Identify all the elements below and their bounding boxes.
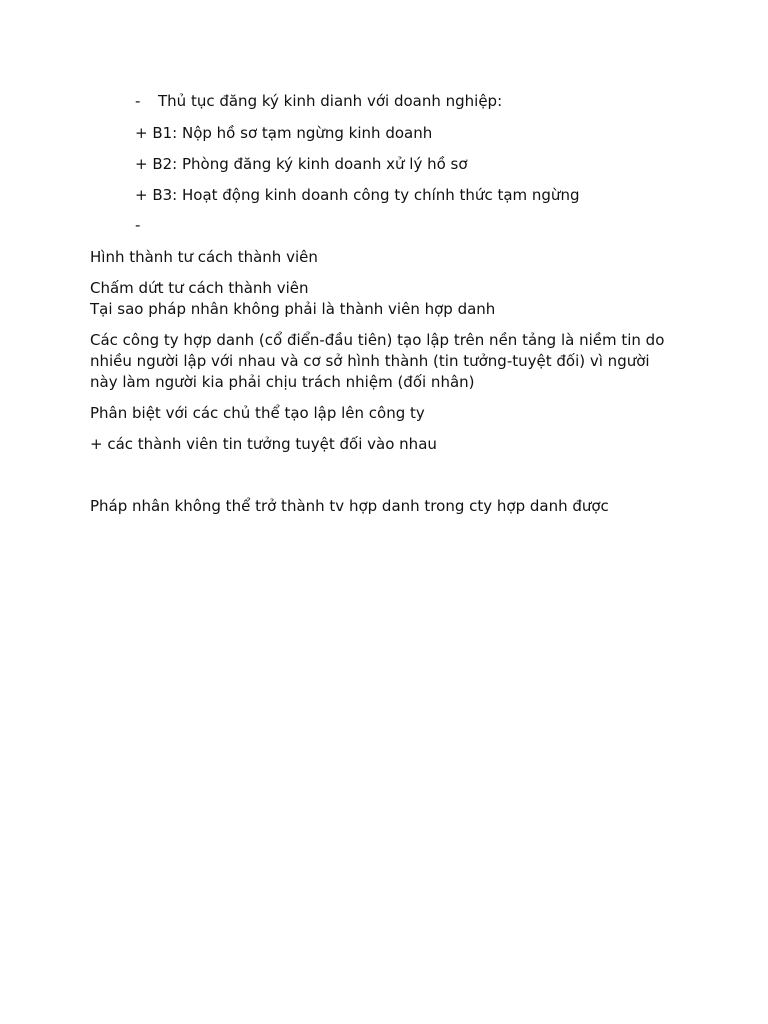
paragraph-membership-termination: Chấm dứt tư cách thành viên xyxy=(90,279,309,297)
paragraph-partnership-line-3: này làm người kia phải chịu trách nhiệm (đối nhân) xyxy=(90,373,475,391)
step-1-text: + B1: Nộp hồ sơ tạm ngừng kinh doanh xyxy=(135,124,433,142)
paragraph-membership-formation: Hình thành tư cách thành viên xyxy=(90,248,318,266)
step-3-text: + B3: Hoạt động kinh doanh công ty chính thức tạm ngừng xyxy=(135,186,580,204)
procedure-heading: Thủ tục đăng ký kinh dianh với doanh nghiệp: xyxy=(158,92,503,110)
paragraph-partnership-line-2: nhiều người lập với nhau và cơ sở hình thành (tin tưởng-tuyệt đối) vì người xyxy=(90,352,650,370)
paragraph-partnership-line-1: Các công ty hợp danh (cổ điển-đầu tiên) tạo lập trên nền tảng là niềm tin do xyxy=(90,331,665,349)
paragraph-why-question: Tại sao pháp nhân không phải là thành viên hợp danh xyxy=(90,300,496,318)
paragraph-legal-entity-conclusion: Pháp nhân không thể trở thành tv hợp danh trong cty hợp danh được xyxy=(90,497,609,515)
list-dash-marker: - xyxy=(135,92,141,110)
step-2-text: + B2: Phòng đăng ký kinh doanh xử lý hồ sơ xyxy=(135,155,468,173)
empty-list-dash: - xyxy=(135,216,141,234)
paragraph-distinguish-entities: Phân biệt với các chủ thể tạo lập lên công ty xyxy=(90,404,425,422)
paragraph-absolute-trust: + các thành viên tin tưởng tuyệt đối vào nhau xyxy=(90,435,437,453)
